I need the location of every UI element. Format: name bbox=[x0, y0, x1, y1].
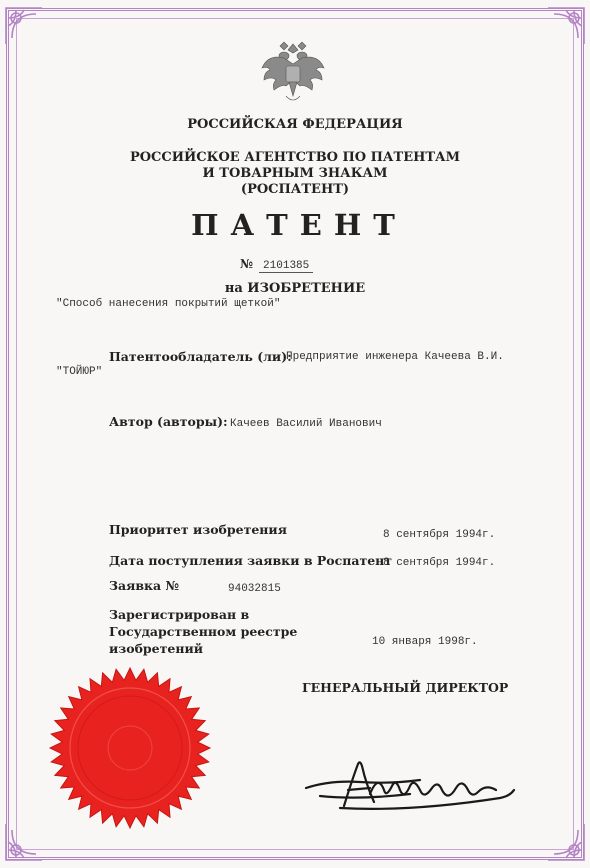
corner-ornament-icon bbox=[544, 4, 588, 48]
director-title: ГЕНЕРАЛЬНЫЙ ДИРЕКТОР bbox=[302, 680, 509, 695]
number-sign: № bbox=[240, 257, 254, 271]
priority-date: 8 сентября 1994г. bbox=[383, 529, 496, 541]
invention-heading: на ИЗОБРЕТЕНИЕ bbox=[224, 281, 366, 296]
received-date: 8 сентября 1994г. bbox=[383, 557, 496, 569]
invention-name: "Способ нанесения покрытий щеткой" bbox=[56, 298, 281, 310]
agency-line-3: (РОСПАТЕНТ) bbox=[240, 182, 350, 197]
corner-ornament-icon bbox=[2, 820, 46, 864]
application-label: Заявка № bbox=[109, 578, 180, 593]
red-wax-seal-icon bbox=[46, 664, 214, 832]
priority-label: Приоритет изобретения bbox=[109, 522, 287, 537]
agency-line-1: РОССИЙСКОЕ АГЕНТСТВО ПО ПАТЕНТАМ bbox=[129, 150, 461, 165]
patent-holder-value-cont: "ТОЙЮР" bbox=[56, 366, 103, 378]
registered-label: Зарегистрирован в Государственном реестре изобретений bbox=[109, 607, 298, 656]
patent-holder-label: Патентообладатель (ли): bbox=[109, 349, 292, 364]
double-headed-eagle-icon bbox=[258, 40, 328, 106]
document-title: ПАТЕНТ bbox=[191, 208, 407, 242]
corner-ornament-icon bbox=[2, 4, 46, 48]
application-number: 94032815 bbox=[228, 583, 281, 595]
author-value: Качеев Василий Иванович bbox=[230, 418, 382, 430]
agency-line-2: И ТОВАРНЫМ ЗНАКАМ bbox=[202, 166, 388, 181]
patent-number-row bbox=[240, 257, 313, 273]
author-label: Автор (авторы): bbox=[109, 414, 228, 429]
handwritten-signature-icon bbox=[300, 750, 525, 820]
received-label: Дата поступления заявки в Роспатент bbox=[109, 553, 393, 568]
agency-heading bbox=[0, 150, 590, 198]
patent-holder-value: Предприятие инженера Качеева В.И. bbox=[286, 351, 504, 363]
corner-ornament-icon bbox=[544, 820, 588, 864]
registered-date: 10 января 1998г. bbox=[372, 636, 478, 648]
country-heading: РОССИЙСКАЯ ФЕДЕРАЦИЯ bbox=[187, 117, 403, 132]
patent-number: 2101385 bbox=[259, 260, 313, 273]
